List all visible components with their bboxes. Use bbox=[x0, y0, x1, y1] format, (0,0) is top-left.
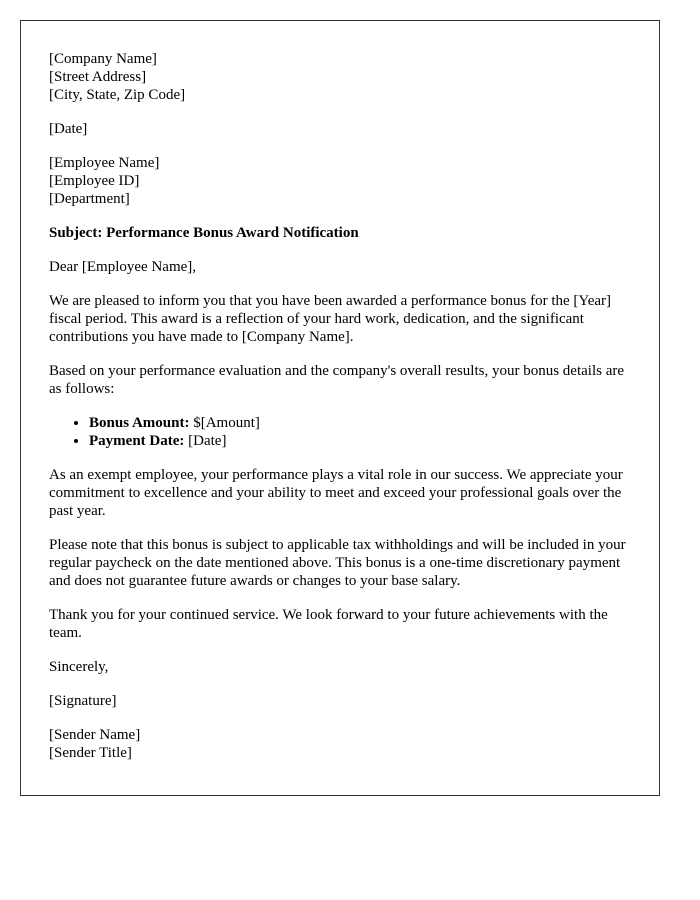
employee-id: [Employee ID] bbox=[49, 173, 140, 189]
recipient-block bbox=[49, 154, 631, 208]
letter-date: [Date] bbox=[49, 121, 88, 137]
tax-note-paragraph: Please note that this bonus is subject to applicable tax withholdings and will be included in your regular paycheck on the date mentioned above. This bonus is a one-time discretionary payment and does not guarantee future awards or changes to your base salary. bbox=[49, 537, 626, 589]
closing: Sincerely, bbox=[49, 659, 109, 675]
sender-name: [Sender Name] bbox=[49, 727, 141, 743]
sender-title: [Sender Title] bbox=[49, 745, 132, 761]
bonus-details-list bbox=[49, 414, 631, 450]
employee-name: [Employee Name] bbox=[49, 155, 160, 171]
company-name: [Company Name] bbox=[49, 51, 157, 67]
date-block bbox=[49, 120, 631, 138]
appreciation-paragraph: As an exempt employee, your performance plays a vital role in our success. We appreciate your commitment to excellence and your ability to meet and exceed your professional goals over the past year. bbox=[49, 467, 623, 519]
payment-date-label: Payment Date: bbox=[89, 433, 185, 449]
signature-placeholder: [Signature] bbox=[49, 693, 117, 709]
salutation: Dear [Employee Name], bbox=[49, 259, 197, 275]
list-item bbox=[89, 432, 631, 450]
street-address: [Street Address] bbox=[49, 69, 147, 85]
thanks-paragraph: Thank you for your continued service. We look forward to your future achievements with the team. bbox=[49, 607, 608, 641]
letter-page bbox=[20, 20, 660, 796]
list-item bbox=[89, 414, 631, 432]
department: [Department] bbox=[49, 191, 130, 207]
intro-paragraph: We are pleased to inform you that you have been awarded a performance bonus for the [Year] fiscal period. This award is a reflection of your hard work, dedication, and the significant contributions you have made to [Company Name]. bbox=[49, 293, 612, 345]
subject-line: Subject: Performance Bonus Award Notification bbox=[49, 225, 359, 241]
details-intro-paragraph: Based on your performance evaluation and the company's overall results, your bonus details are as follows: bbox=[49, 363, 625, 397]
signoff-block bbox=[49, 726, 631, 762]
payment-date-value: [Date] bbox=[184, 433, 227, 449]
bonus-amount-label: Bonus Amount: bbox=[89, 415, 190, 431]
bonus-amount-value: $[Amount] bbox=[189, 415, 260, 431]
city-state-zip: [City, State, Zip Code] bbox=[49, 87, 186, 103]
sender-address-block bbox=[49, 50, 631, 104]
